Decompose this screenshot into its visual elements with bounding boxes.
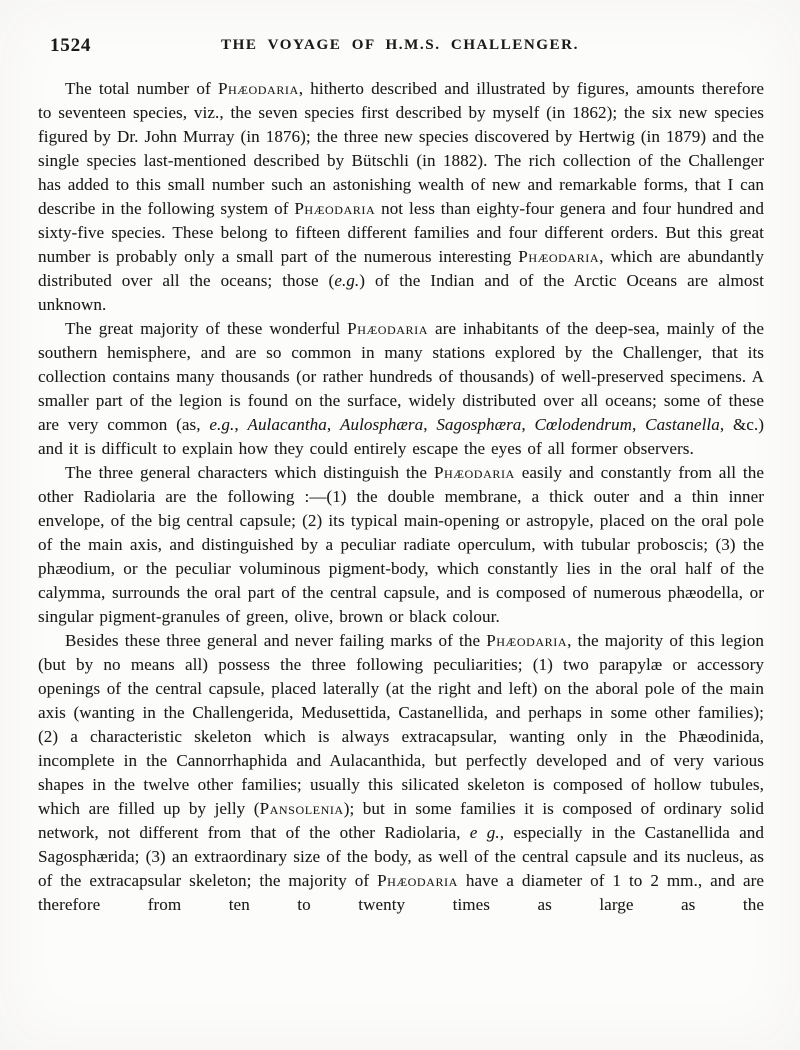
paragraph	[38, 461, 764, 629]
text-run: ,	[326, 415, 340, 434]
italic-term: Cœlodendrum	[534, 415, 632, 434]
running-title: THE VOYAGE OF H.M.S. CHALLENGER.	[221, 37, 579, 53]
smallcaps-term: Phæodaria	[433, 463, 515, 482]
text-run: ,	[234, 415, 248, 434]
paragraph	[38, 317, 764, 461]
text-run: ,	[521, 415, 535, 434]
italic-term: Sagosphæra	[436, 415, 522, 434]
text-run: ); but in some families it is composed of ordinary solid network, not different from that of the other Radiolaria,	[38, 799, 764, 842]
smallcaps-term: Phæodaria	[347, 319, 428, 338]
italic-term: Aulosphæra	[340, 415, 424, 434]
page-number: 1524	[50, 35, 92, 56]
italic-term: e.g.	[209, 415, 235, 434]
italic-term: Aulacantha	[247, 415, 327, 434]
paragraph	[38, 629, 764, 917]
smallcaps-term: Phæodaria	[518, 247, 600, 266]
italic-term: Castanella	[645, 415, 720, 434]
text-run: , &c.) and it is difficult to explain how they could entirely escape the eyes of all former observers.	[38, 415, 765, 458]
page-header	[0, 34, 800, 58]
smallcaps-term: Pansolenia	[259, 799, 344, 818]
italic-term: e g.	[469, 823, 500, 842]
text-run: easily and constantly from all the other Radiolaria are the following :—(1) the double membrane, a thick outer and a thin inner envelope, of the big central capsule; (2) its typical main-opening or astropyle, placed on the oral pole of the main axis, and distinguished by a peculiar radiate operculum, with tubular proboscis; (3) the phæodium, or the peculiar voluminous pigment-body, which constantly lies in the oral half of the calymma, surrounds the oral part of the central capsule, and is composed of numerous phæodella, or singular pigment-granules of green, olive, brown or black colour.	[38, 463, 764, 626]
text-run: , especially in the Castanellida and Sagosphærida; (3) an extraordinary size of the body, as well of the central capsule and its nucleus, as of the extracapsular skeleton; the majority of	[38, 823, 764, 890]
text-run: have a diameter of 1 to 2 mm., and are therefore from ten to twenty times as large as the	[38, 871, 764, 914]
smallcaps-term: Phæodaria	[294, 199, 376, 218]
smallcaps-term: Phæodaria	[377, 871, 458, 890]
text-run: ) of the Indian and of the Arctic Oceans are almost unknown.	[38, 271, 765, 314]
text-run: not less than eighty-four genera and four hundred and sixty-five species. These belong to fifteen different families and four different orders. But this great number is probably only a small part of the numerous interesting	[38, 199, 764, 266]
text-run: , which are abundantly distributed over all the oceans; those (	[38, 247, 764, 290]
text-run: The great majority of these wonderful	[65, 319, 348, 338]
smallcaps-term: Phæodaria	[486, 631, 568, 650]
text-run: , the majority of this legion (but by no means all) possess the three following peculiarities; (1) two parapylæ or accessory openings of the central capsule, placed laterally (at the right and left) on the aboral pole of the main axis (wanting in the Challengerida, Medusettida, Castanellida, and perhaps in some other families); (2) a characteristic skeleton which is always extracapsular, wanting only in the Phæodinida, incomplete in the Cannorrhaphida and Aulacanthida, but perfectly developed and of very various shapes in the twelve other families; usually this silicated skeleton is composed of hollow tubules, which are filled up by jelly (	[38, 631, 765, 818]
text-run: The total number of	[65, 79, 218, 98]
page-body	[38, 77, 764, 917]
text-run: , hitherto described and illustrated by figures, amounts therefore to seventeen species, viz., the seven species first described by myself (in 1862); the six new species figured by Dr. John Murray (in 1876); the three new species discovered by Hertwig (in 1879) and the single species last-mentioned described by Bütschli (in 1882). The rich collection of the Challenger has added to this small number such an astonishing wealth of new and remarkable forms, that I can describe in the following system of	[38, 79, 764, 218]
text-run: are inhabitants of the deep-sea, mainly of the southern hemisphere, and are so common in many stations explored by the Challenger, that its collection contains many thousands (or rather hundreds of thousands) of well-preserved specimens. A smaller part of the legion is found on the surface, widely distributed over all oceans; some of these are very common (as,	[38, 319, 764, 434]
paragraph	[38, 77, 764, 317]
smallcaps-term: Phæodaria	[217, 79, 299, 98]
text-run: The three general characters which distinguish the	[65, 463, 434, 482]
text-run: ,	[632, 415, 646, 434]
text-run: ,	[423, 415, 437, 434]
italic-term: e.g.	[334, 271, 360, 290]
text-run: Besides these three general and never failing marks of the	[65, 631, 487, 650]
